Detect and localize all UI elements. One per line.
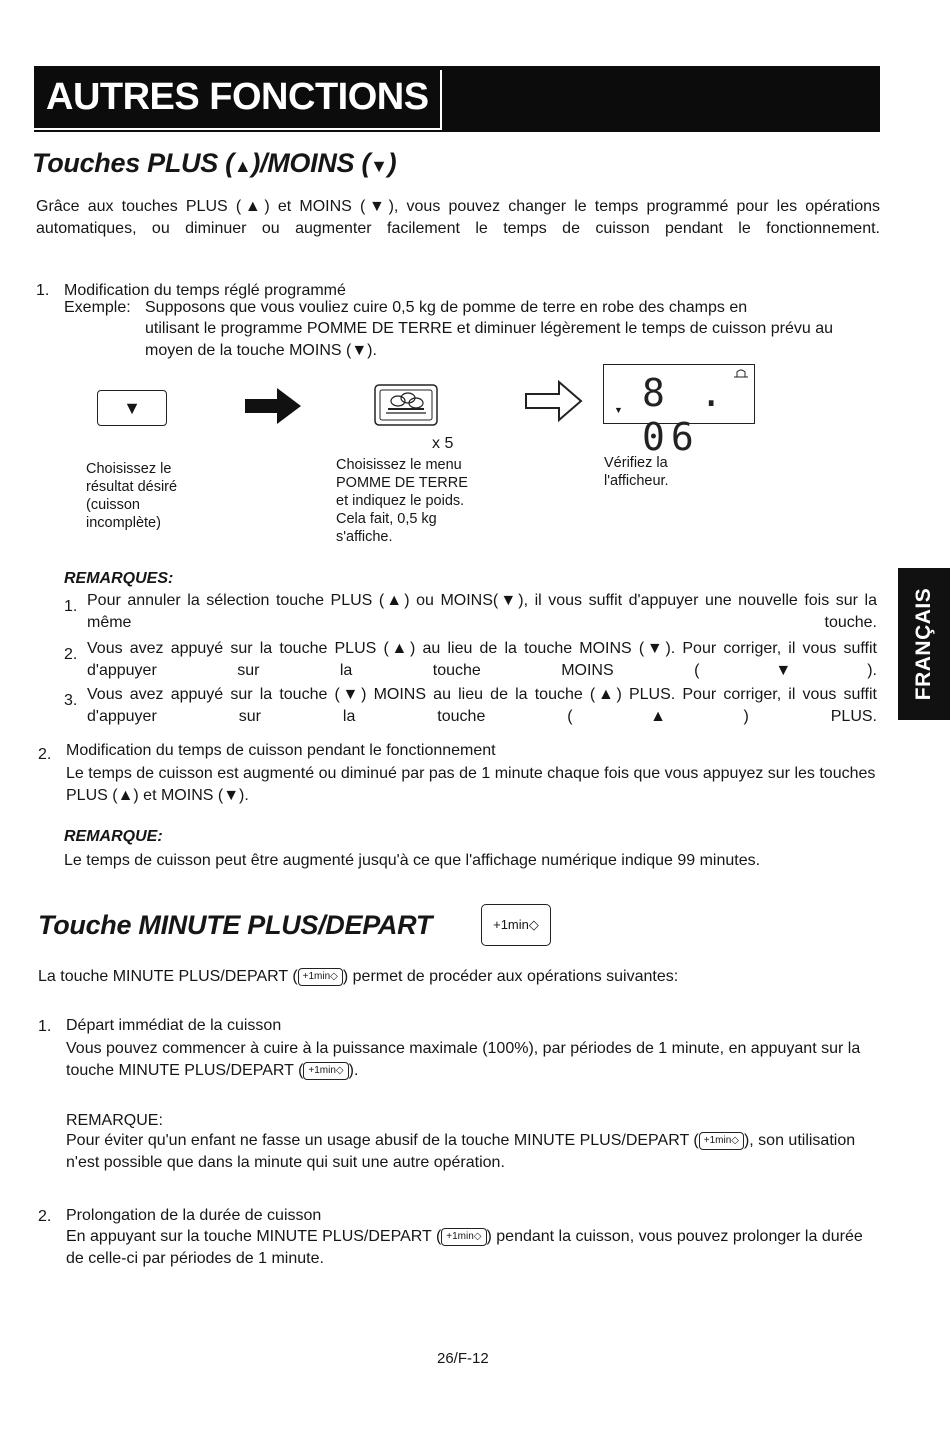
step2-caption: Choisissez le menu POMME DE TERRE et indiquez le poids. Cela fait, 0,5 kg s'affiche. [336, 457, 468, 545]
lcd-display [603, 364, 755, 459]
up-triangle-icon: ▲ [233, 156, 252, 176]
item-title: Modification du temps réglé programmé [64, 282, 346, 299]
section-banner [34, 66, 880, 132]
example-label: Exemple: [64, 299, 131, 316]
press-count: x 5 [432, 435, 454, 452]
remarques-label: REMARQUES: [64, 570, 174, 587]
step3-caption: Vérifiez la l'afficheur. [604, 455, 669, 489]
outline-arrow-icon [525, 380, 583, 422]
item-text: Le temps de cuisson est augmenté ou diminué par pas de 1 minute chaque fois que vous appuyez sur les touches PLUS (▲) et MOINS (▼). [66, 765, 876, 804]
page-number: 26/F-12 [437, 1350, 489, 1367]
section2-intro: La touche MINUTE PLUS/DEPART ( +1min◇ ) permet de procéder aux opérations suivantes: [38, 968, 679, 985]
display-reading: 8 . 06 [642, 371, 729, 459]
remarque-text: Vous avez appuyé sur la touche (▼) MOINS au lieu de la touche (▲) PLUS. Pour corriger, il vous suffit d'appuyer sur la touche (▲) PLUS. [87, 686, 877, 725]
minute-plus-key-icon: +1min◇ [699, 1132, 744, 1150]
remarque-label: REMARQUE: [66, 1112, 163, 1129]
item-number: 2. [38, 746, 52, 763]
minute-plus-key-icon: +1min◇ [441, 1228, 486, 1246]
remarque-number: 2. [64, 646, 78, 663]
section-title-minute-plus: Touche MINUTE PLUS/DEPART [38, 910, 433, 940]
example-line: Supposons que vous vouliez cuire 0,5 kg de pomme de terre en robe des champs en [145, 299, 748, 316]
remarque-note: Le temps de cuisson peut être augmenté jusqu'à ce que l'affichage numérique indique 99 minutes. [64, 852, 761, 869]
item-number: 1. [38, 1018, 52, 1035]
remarque-note: Pour éviter qu'un enfant ne fasse un usage abusif de la touche MINUTE PLUS/DEPART ( +1min◇ ), son utilisation n'est possible que dans la minute qui suit une autre opération. [66, 1132, 856, 1171]
timer-indicator-icon [732, 367, 750, 379]
remarque-number: 3. [64, 692, 78, 709]
minute-plus-key-icon: +1min◇ [298, 968, 343, 986]
potato-key-icon [374, 384, 438, 426]
item-number: 1. [36, 282, 50, 299]
remarque-text: Vous avez appuyé sur la touche PLUS (▲) au lieu de la touche MOINS (▼). Pour corriger, il vous suffit d'appuyer sur la touche MOINS (▼). [87, 640, 877, 679]
item-title: Prolongation de la durée de cuisson [66, 1207, 322, 1224]
solid-arrow-icon [245, 388, 301, 424]
down-triangle-icon: ▼ [370, 156, 388, 176]
item-number: 2. [38, 1208, 52, 1225]
banner-title: AUTRES FONCTIONS [46, 76, 429, 118]
minute-plus-key-icon: +1min◇ [303, 1062, 348, 1080]
item-text: En appuyant sur la touche MINUTE PLUS/DEPART ( +1min◇ ) pendant la cuisson, vous pouvez prolonger la durée de celle-ci par périodes de 1 minute. [66, 1228, 863, 1267]
minute-plus-key-icon: +1min◇ [481, 904, 551, 946]
language-tab [898, 568, 950, 720]
item-title: Départ immédiat de la cuisson [66, 1017, 282, 1034]
section-title-plus-moins: Touches PLUS (▲)/MOINS (▼) [32, 148, 397, 178]
intro-paragraph: Grâce aux touches PLUS (▲) et MOINS (▼), vous pouvez changer le temps programmé pour les opérations automatiques, ou diminuer ou augmenter facilement le temps de cuisson pendant le fonctionnement. [36, 198, 880, 237]
language-tab-label: FRANÇAIS [912, 587, 935, 701]
display-arrow-icon: ▼ [614, 405, 623, 415]
remarque-text: Pour annuler la sélection touche PLUS (▲) ou MOINS(▼), il vous suffit d'appuyer une nouvelle fois sur la même touche. [87, 592, 877, 631]
moins-key-button [97, 390, 167, 426]
item-text: Vous pouvez commencer à cuire à la puissance maximale (100%), par périodes de 1 minute, en appuyant sur la touche MINUTE PLUS/DEPART ( +1min◇ ). [66, 1040, 861, 1079]
remarque-number: 1. [64, 598, 78, 615]
remarque-label: REMARQUE: [64, 828, 163, 845]
example-text: utilisant le programme POMME DE TERRE et diminuer légèrement le temps de cuisson prévu au moyen de la touche MOINS (▼). [145, 320, 833, 359]
down-triangle-icon: ▼ [123, 398, 141, 418]
item-title: Modification du temps de cuisson pendant le fonctionnement [66, 742, 496, 759]
step1-caption: Choisissez le résultat désiré (cuisson incomplète) [86, 461, 178, 531]
